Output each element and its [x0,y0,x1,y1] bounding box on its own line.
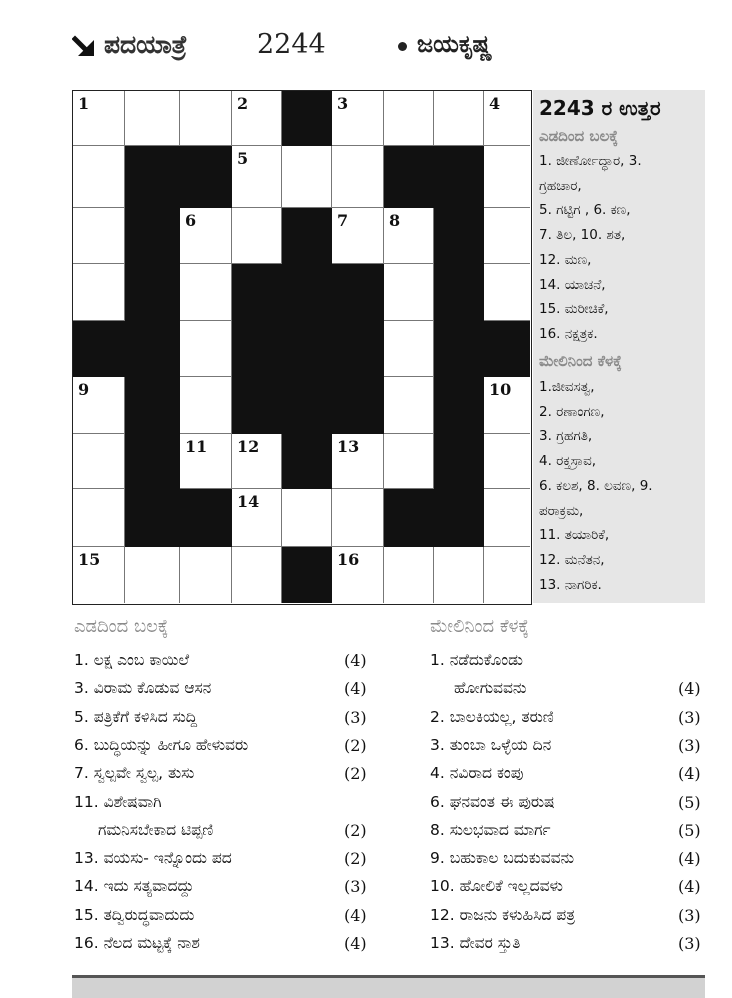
black-cell [73,321,125,377]
grid-cell[interactable] [484,146,530,208]
black-cell [125,321,180,377]
answer-length: (3) [678,707,701,727]
across-clue: 6. ಬುದ್ಧಿಯನ್ನು ಹೀಗೂ ಹೇಳುವರು [74,735,249,754]
grid-cell[interactable] [332,91,384,146]
puzzle-header [72,28,712,70]
black-cell [332,264,384,321]
grid-cell[interactable] [73,146,125,208]
grid-cell[interactable] [332,489,384,547]
black-cell [384,146,434,208]
answer-length: (3) [344,877,367,897]
grid-cell[interactable] [73,91,125,146]
grid-cell[interactable] [180,208,232,264]
answers-down-heading: ಮೇಲಿನಿಂದ ಕೆಳಕ್ಕೆ [539,352,622,370]
answer-length: (4) [678,877,701,897]
cell-number: 7 [337,211,349,230]
grid-cell[interactable] [384,377,434,434]
black-cell [232,264,282,321]
black-cell [282,377,332,434]
black-cell [125,264,180,321]
grid-cell[interactable] [282,146,332,208]
down-clue: 12. ರಾಜನು ಕಳುಹಿಸಿದ ಪತ್ರ [430,905,576,924]
grid-cell[interactable] [484,264,530,321]
down-clue: 6. ಘನವಂತ ಈ ಪುರುಷ [430,792,555,811]
answer-line: 16. ನಕ್ಷತ್ರಕ. [539,325,598,342]
grid-cell[interactable] [332,434,384,489]
answer-line: 7. ತಿಲ, 10. ಶತ, [539,227,626,244]
grid-cell[interactable] [384,91,434,146]
across-clue: 14. ಇದು ಸತ್ಯವಾದದ್ದು [74,877,194,896]
cell-number: 2 [237,94,249,113]
down-clue: 9. ಬಹುಕಾಲ ಬದುಕುವವನು [430,849,575,868]
puzzle-name: ಪದಯಾತ್ರೆ [104,30,188,59]
black-cell [434,264,484,321]
cell-number: 6 [185,211,197,230]
answer-length: (4) [678,849,701,869]
grid-cell[interactable] [232,547,282,603]
grid-cell[interactable] [73,377,125,434]
answer-line: 6. ಕಲಶ, 8. ಲವಣ, 9. [539,477,653,494]
answer-line: 15. ಮರೀಚಿಕೆ, [539,301,609,318]
answer-length: (3) [678,934,701,953]
crossword-grid [72,90,532,605]
black-cell [434,146,484,208]
arrow-down-right-icon [72,34,98,60]
answer-length: (4) [344,679,367,699]
black-cell [332,377,384,434]
black-cell [282,547,332,603]
answer-line: 3. ಗ್ರಹಗತಿ, [539,428,593,445]
black-cell [125,377,180,434]
cell-number: 11 [185,437,208,456]
grid-cell[interactable] [232,489,282,547]
answer-line: 12. ಮಣ, [539,251,592,268]
grid-cell[interactable] [484,547,530,603]
cell-number: 3 [337,94,349,113]
grid-cell[interactable] [332,208,384,264]
cell-number: 8 [389,211,401,230]
answer-length: (2) [344,764,367,784]
black-cell [434,434,484,489]
answer-length: (2) [344,849,367,869]
grid-cell[interactable] [384,434,434,489]
previous-answers-title: 2243 ರ ಉತ್ತರ [539,96,661,120]
black-cell [232,321,282,377]
grid-cell[interactable] [484,489,530,547]
grid-cell[interactable] [434,91,484,146]
black-cell [180,146,232,208]
answers-across-heading: ಎಡದಿಂದ ಬಲಕ್ಕೆ [539,127,619,145]
black-cell [282,434,332,489]
down-clues-heading: ಮೇಲಿನಿಂದ ಕೆಳಕ್ಕೆ [430,616,529,637]
cell-number: 13 [337,437,360,456]
cell-number: 9 [78,380,90,399]
grid-cell[interactable] [384,208,434,264]
grid-cell[interactable] [125,91,180,146]
answer-line: 12. ಮನೆತನ, [539,551,605,568]
puzzle-number: 2244 [257,29,326,60]
answer-line: ಗ್ರಹಚಾರ, [539,177,582,194]
black-cell [125,208,180,264]
previous-answers-panel [533,90,705,603]
answer-line: 2. ರಣಾಂಗಣ, [539,403,605,420]
cell-number: 14 [237,492,260,511]
answer-line: 1. ಜೀರ್ಣೋದ್ಧಾರ, 3. [539,153,642,169]
cell-number: 15 [78,550,101,569]
answer-line: 13. ನಾಗರಿಕ. [539,576,602,593]
grid-cell[interactable] [332,547,384,603]
across-clue: 13. ವಯಸು- ಇನ್ನೊಂದು ಪದ [74,849,232,868]
grid-cell[interactable] [180,264,232,321]
answer-length: (4) [344,651,367,670]
answer-line: ಪರಾಕ್ರಮ, [539,502,584,519]
bullet-dot [398,42,407,51]
down-clue: 2. ಬಾಲಕಿಯಲ್ಲ, ತರುಣಿ [430,707,554,726]
down-clue: 8. ಸುಲಭವಾದ ಮಾರ್ಗ [430,820,551,839]
grid-cell[interactable] [180,547,232,603]
grid-cell[interactable] [484,208,530,264]
across-clue: 15. ತದ್ವಿರುದ್ಧವಾದುದು [74,905,195,924]
grid-cell[interactable] [180,321,232,377]
grid-cell[interactable] [484,434,530,489]
black-cell [282,321,332,377]
grid-cell[interactable] [73,264,125,321]
across-clues-heading: ಎಡದಿಂದ ಬಲಕ್ಕೆ [74,616,169,637]
down-clue: 3. ತುಂಬಾ ಒಳ್ಳೆಯ ದಿನ [430,735,552,754]
across-clue: 16. ನೆಲದ ಮಟ್ಟಕ್ಕೆ ನಾಶ [74,934,200,952]
grid-cell[interactable] [73,434,125,489]
black-cell [332,321,384,377]
grid-cell[interactable] [232,146,282,208]
black-cell [180,489,232,547]
grid-cell[interactable] [180,377,232,434]
grid-cell[interactable] [384,547,434,603]
black-cell [232,377,282,434]
grid-cell[interactable] [384,264,434,321]
answer-line: 14. ಯಾಚನೆ, [539,276,606,293]
cell-number: 4 [489,94,501,113]
cell-number: 12 [237,437,260,456]
black-cell [434,321,484,377]
answer-length: (3) [678,905,701,925]
answer-line: 5. ಗಟ್ಟಿಗ , 6. ಕಣ, [539,202,631,219]
cell-number: 1 [78,94,90,113]
grid-cell[interactable] [332,146,384,208]
answer-length: (4) [344,934,367,953]
across-clue: 5. ಪತ್ರಿಕೆಗೆ ಕಳಿಸಿದ ಸುದ್ದಿ [74,707,198,726]
across-clue: 11. ವಿಶೇಷವಾಗಿ [74,792,162,811]
across-clue: 1. ಲಕ್ಷ ಎಂಬ ಕಾಯಿಲೆ [74,651,190,669]
grid-cell[interactable] [434,547,484,603]
black-cell [282,208,332,264]
answer-length: (3) [344,707,367,727]
black-cell [282,264,332,321]
cell-number: 10 [489,380,512,399]
answer-length: (5) [678,792,701,812]
down-clue: ಹೋಗುವವನು [454,679,527,698]
masthead-fragment [340,0,560,8]
grid-cell[interactable] [73,489,125,547]
grid-cell[interactable] [282,489,332,547]
grid-cell[interactable] [484,377,530,434]
down-clue: 1. ನಡೆದುಕೊಂಡು [430,651,523,669]
answer-length: (4) [678,679,701,699]
grid-cell[interactable] [484,91,530,146]
answer-line: 11. ತಯಾರಿಕೆ, [539,527,610,544]
down-clue: 4. ನವಿರಾದ ಕಂಪು [430,764,524,783]
grid-cell[interactable] [73,208,125,264]
answer-length: (2) [344,735,367,755]
black-cell [125,489,180,547]
grid-cell[interactable] [73,547,125,603]
across-clue: 7. ಸ್ವಲ್ಪವೇ ಸ್ವಲ್ಪ, ತುಸು [74,764,195,783]
grid-cell[interactable] [180,434,232,489]
grid-cell[interactable] [384,321,434,377]
black-cell [434,208,484,264]
answer-length: (4) [678,764,701,784]
answer-line: 1.ಜೀವಸತ್ವ, [539,379,595,395]
grid-cell[interactable] [232,434,282,489]
grid-cell[interactable] [232,208,282,264]
cell-number: 5 [237,149,249,168]
black-cell [384,489,434,547]
author-name: ಜಯಕೃಷ್ಣ [417,30,493,58]
answer-length: (2) [344,820,367,840]
black-cell [125,146,180,208]
grid-cell[interactable] [232,91,282,146]
black-cell [484,321,530,377]
answer-length: (4) [344,905,367,925]
black-cell [282,91,332,146]
across-clue: ಗಮನಿಸಬೇಕಾದ ಟಿಪ್ಪಣಿ [98,820,214,839]
cell-number: 16 [337,550,360,569]
black-cell [125,434,180,489]
across-clue: 3. ವಿರಾಮ ಕೊಡುವ ಆಸನ [74,679,212,698]
down-clue: 13. ದೇವರ ಸ್ತುತಿ [430,934,521,952]
black-cell [434,377,484,434]
bottom-band [72,978,705,998]
grid-cell[interactable] [125,547,180,603]
black-cell [434,489,484,547]
grid-cell[interactable] [180,91,232,146]
answer-length: (3) [678,735,701,755]
answer-line: 4. ರಕ್ತಸ್ರಾವ, [539,453,597,470]
down-clue: 10. ಹೋಲಿಕೆ ಇಲ್ಲದವಳು [430,877,563,896]
answer-length: (5) [678,820,701,840]
